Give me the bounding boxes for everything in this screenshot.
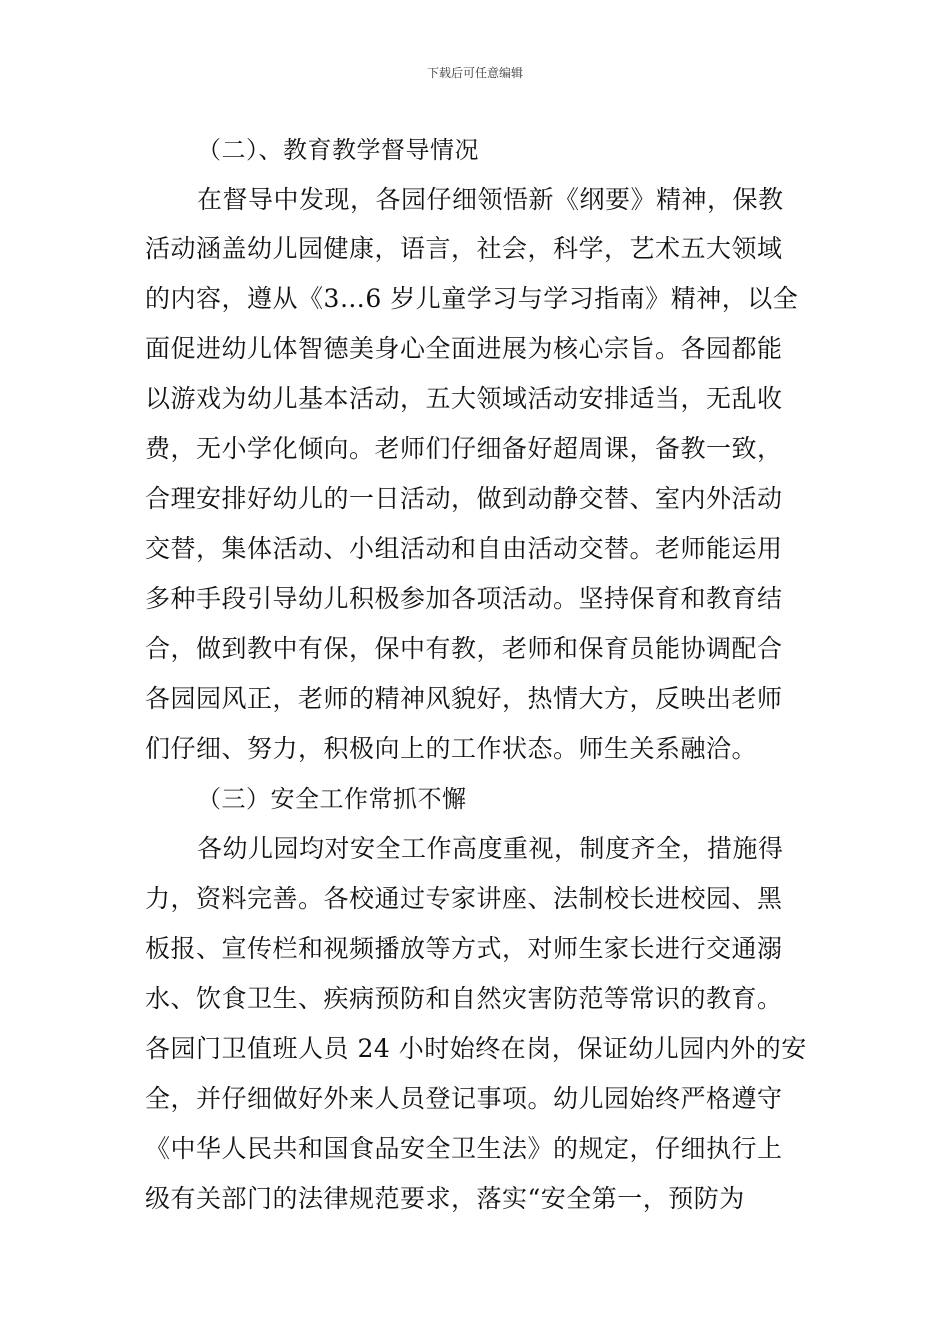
paragraph-line: 合理安排好幼儿的一日活动，做到动静交替、室内外活动 [145,484,783,513]
page-header: 下载后可任意编辑 [426,66,523,80]
paragraph-line: 全，并仔细做好外来人员登记事项。幼儿园始终严格遵守 [145,1084,783,1113]
paragraph-line: 们仔细、努力，积极向上的工作状态。师生关系融洽。 [145,734,758,763]
section-heading-2: （二）、教育教学督导情况 [197,136,479,164]
paragraph-line: 在督导中发现，各园仔细领悟新《纲要》精神，保教 [197,185,784,214]
paragraph-line: 活动涵盖幼儿园健康，语言，社会，科学，艺术五大领域 [145,234,783,263]
paragraph-line: 板报、宣传栏和视频播放等方式，对师生家长进行交通溺 [145,934,783,963]
paragraph-line: 合，做到教中有保，保中有教，老师和保育员能协调配合 [145,634,783,663]
paragraph-line: 力，资料完善。各校通过专家讲座、法制校长进校园、黑 [145,884,783,913]
section-heading-3: （三）安全工作常抓不懈 [197,785,467,813]
paragraph-line: 各园园风正，老师的精神风貌好，热情大方，反映出老师 [145,684,783,713]
paragraph-line: 级有关部门的法律规范要求，落实“安全第一，预防为 [145,1184,745,1213]
paragraph-line: 费，无小学化倾向。老师们仔细备好超周课，备教一致， [145,434,783,463]
paragraph-line: 《中华人民共和国食品安全卫生法》的规定，仔细执行上 [145,1134,783,1163]
paragraph-line: 交替，集体活动、小组活动和自由活动交替。老师能运用 [145,534,783,563]
paragraph-line: 的内容，遵从《3…6 岁儿童学习与学习指南》精神，以全 [145,284,799,313]
paragraph-line: 多种手段引导幼儿积极参加各项活动。坚持保育和教育结 [145,584,783,613]
paragraph-line: 水、饮食卫生、疾病预防和自然灾害防范等常识的教育。 [145,984,783,1013]
paragraph-line: 面促进幼儿体智德美身心全面进展为核心宗旨。各园都能 [145,334,783,363]
paragraph-line: 以游戏为幼儿基本活动，五大领域活动安排适当，无乱收 [145,384,783,413]
paragraph-line: 各园门卫值班人员 24 小时始终在岗，保证幼儿园内外的安 [145,1034,807,1063]
paragraph-line: 各幼儿园均对安全工作高度重视，制度齐全，措施得 [197,834,784,863]
